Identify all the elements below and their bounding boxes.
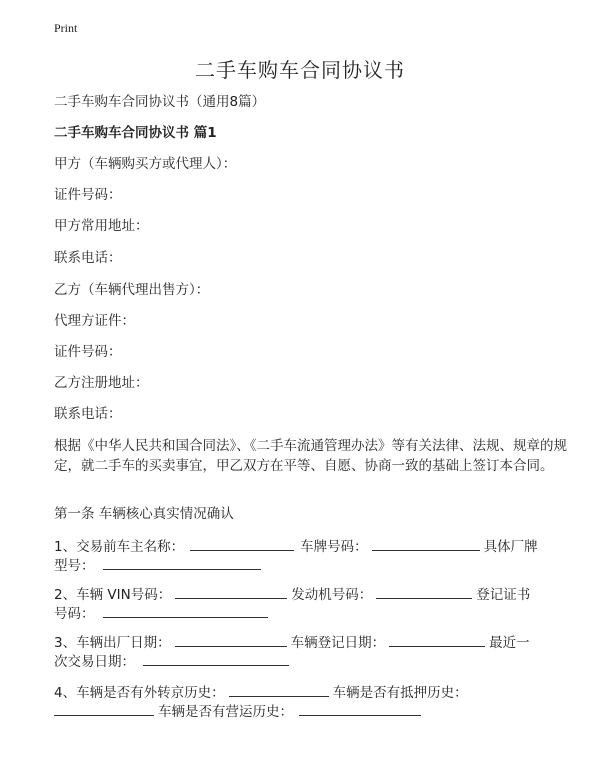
field-buyer: 甲方（车辆购买方或代理人）： [54,156,237,172]
clause-4 [54,682,468,703]
blank-field[interactable] [389,632,485,647]
clause-label: 车辆是否有营运历史： [158,704,293,720]
field-seller-id: 证件号码： [54,344,122,360]
clause-1 [54,536,538,557]
field-buyer-address: 甲方常用地址： [54,218,149,234]
clause-2 [54,584,530,605]
blank-field[interactable] [54,701,154,716]
clause-2-cont [54,603,268,624]
blank-field[interactable] [103,603,268,618]
clause-label: 号码： [54,606,95,622]
clause-label: 登记证书 [476,587,531,603]
clause-label: 3、车辆出厂日期： [54,635,171,651]
clause-label: 车牌号码： [300,539,368,555]
field-seller-phone: 联系电话： [54,406,122,422]
blank-field[interactable] [376,584,472,599]
field-buyer-phone: 联系电话： [54,250,122,266]
clause-label: 最近一 [489,635,530,651]
document-title: 二手车购车合同协议书 [195,58,405,82]
blank-field[interactable] [190,536,294,551]
field-seller-address: 乙方注册地址： [54,375,149,391]
blank-field[interactable] [175,584,287,599]
blank-field[interactable] [229,682,329,697]
blank-field[interactable] [103,555,261,570]
clause-label: 车辆登记日期： [290,635,386,651]
print-link[interactable]: Print [54,21,78,35]
clause-label: 发动机号码： [291,587,373,603]
clause-3 [54,632,530,653]
section-heading: 二手车购车合同协议书 篇1 [54,125,217,141]
blank-field[interactable] [299,701,421,716]
clause-label: 型号： [54,558,95,574]
clause-label: 具体厂牌 [483,539,538,555]
clause-label: 车辆是否有抵押历史： [332,685,468,701]
clause-4-cont [54,701,421,722]
clause-label: 1、交易前车主名称： [54,539,185,555]
document-subtitle: 二手车购车合同协议书（通用8篇） [54,94,266,110]
clause-label: 2、车辆 VIN号码： [54,587,172,603]
blank-field[interactable] [372,536,480,551]
clause-1-cont [54,555,261,576]
clause-3-cont [54,651,289,672]
clause-label: 次交易日期： [54,654,135,670]
clause-label: 4、车辆是否有外转京历史： [54,685,225,701]
blank-field[interactable] [175,632,287,647]
field-buyer-id: 证件号码： [54,187,122,203]
field-seller: 乙方（车辆代理出售方）： [54,282,210,298]
article-1-heading: 第一条 车辆核心真实情况确认 [54,506,234,522]
blank-field[interactable] [143,651,289,666]
intro-paragraph: 根据《中华人民共和国合同法》、《二手车流通管理办法》等有关法律、法规、规章的规定，就二手车的买卖事宜，甲乙双方在平等、自愿、协商一致的基础上签订本合同。 [54,438,567,474]
field-agent-id: 代理方证件： [54,313,135,329]
